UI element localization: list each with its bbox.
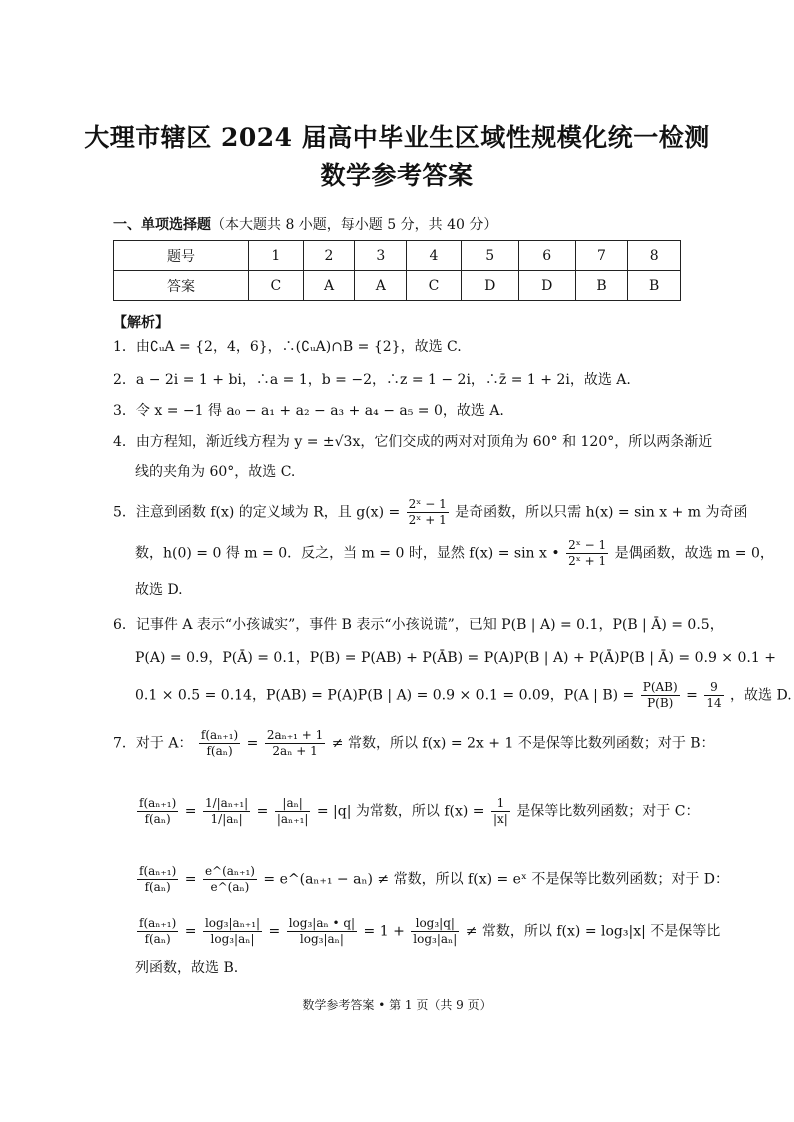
question-number: 8: [628, 241, 681, 271]
fraction: [411, 916, 459, 947]
denominator: 2ˣ + 1: [408, 513, 447, 527]
fraction: [265, 728, 325, 759]
numerator: f(aₙ₊₁): [200, 728, 239, 742]
denominator: 14: [706, 696, 722, 710]
denominator: 2ˣ + 1: [568, 554, 607, 568]
numerator: f(aₙ₊₁): [139, 796, 177, 810]
numerator: 9: [704, 680, 723, 696]
fraction: [275, 796, 311, 827]
fraction: [704, 680, 723, 711]
numerator: log₃|aₙ₊₁|: [204, 916, 261, 930]
solution-3: 3．令 x = −1 得 a₀ − a₁ + a₂ − a₃ + a₄ − a₅ = 0，故选 A.: [113, 403, 504, 419]
question-number: 3: [355, 241, 407, 271]
text-span: 0.1 × 0.5 = 0.14，P(AB) = P(A)P(B | A) = 0.9 × 0.1 = 0.09，P(A | B) =: [135, 687, 635, 704]
numerator: P(AB): [642, 680, 678, 694]
answer-cell: C: [407, 271, 462, 301]
text-span: = e^(aₙ₊₁ − aₙ) ≠ 常数，所以 f(x) = eˣ 不是保等比数列函数；对于 D：: [263, 871, 730, 888]
solution-4-line-2: 线的夹角为 60°，故选 C.: [135, 464, 296, 480]
denominator: |x|: [493, 812, 508, 826]
fraction: [203, 864, 257, 895]
denominator: log₃|aₙ|: [413, 932, 458, 946]
fraction: [137, 796, 178, 827]
answer-cell: C: [249, 271, 304, 301]
denominator: f(aₙ): [144, 880, 171, 894]
page-subtitle: 数学参考答案: [320, 161, 474, 190]
question-number: 1: [249, 241, 304, 271]
question-number: 2: [303, 241, 355, 271]
denominator: 1/|aₙ|: [210, 812, 243, 826]
question-number: 7: [575, 241, 628, 271]
page-footer: 数学参考答案 • 第 1 页（共 9 页）: [302, 998, 492, 1012]
numerator: 1: [491, 796, 510, 812]
denominator: log₃|aₙ|: [299, 932, 344, 946]
analysis-label: 【解析】: [113, 315, 169, 331]
numerator: 2aₙ₊₁ + 1: [266, 728, 324, 742]
fraction: [137, 916, 178, 947]
answer-cell: D: [461, 271, 518, 301]
numerator: 1/|aₙ₊₁|: [204, 796, 249, 810]
solution-4-line-1: 4．由方程知，渐近线方程为 y = ±√3x，它们交成的两对对顶角为 60° 和 120°，所以两条渐近: [113, 434, 713, 450]
numerator: 2ˣ − 1: [568, 538, 607, 552]
row-label: 题号: [114, 241, 249, 271]
fraction: [566, 538, 608, 569]
denominator: 2aₙ + 1: [272, 744, 318, 758]
solution-6-line-3: 0.1 × 0.5 = 0.14，P(AB) = P(A)P(B | A) = 0.9 × 0.1 = 0.09，P(A | B) = $\frac{P(AB)}{P(B)}$ = $\frac{9}{14}$ ，故选 D.: [135, 680, 792, 710]
answer-cell: B: [628, 271, 681, 301]
solution-7-line-2: $\frac{\text{f(aₙ₊₁)}}{\text{f(aₙ)}}$ = $\frac{\text{1/|aₙ₊₁|}}{\text{1/|aₙ|}}$ = $\frac{\text{|aₙ|}}{\text{|aₙ₊₁|}}$ = |q| 为常数，所以 f(x) = $\frac{1}{|x|}$ 是保等比数列函数；对于 C：: [139, 796, 700, 826]
numerator: e^(aₙ₊₁): [204, 864, 255, 878]
answer-table: [113, 240, 681, 301]
denominator: P(B): [647, 696, 674, 710]
answer-cell: B: [575, 271, 628, 301]
fraction: [641, 680, 680, 711]
numerator: f(aₙ₊₁): [139, 864, 177, 878]
table-row: [114, 271, 681, 301]
text-span: 是保等比数列函数；对于 C：: [516, 803, 700, 820]
solution-5-line-3: 故选 D.: [135, 582, 183, 598]
denominator: log₃|aₙ|: [210, 932, 255, 946]
text-span: = 1 +: [363, 923, 405, 940]
row-label: 答案: [114, 271, 249, 301]
text-span: 数，h(0) = 0 得 m = 0．反之，当 m = 0 时，显然 f(x) = sin x •: [135, 545, 560, 562]
numerator: |aₙ|: [275, 796, 311, 812]
solution-7-line-5: 列函数，故选 B.: [135, 960, 239, 976]
solution-1: 1．由∁ᵤA = {2，4，6}，∴(∁ᵤA)∩B = {2}，故选 C.: [113, 339, 462, 355]
fraction: [491, 796, 510, 827]
solution-6-line-1: 6．记事件 A 表示“小孩诚实”，事件 B 表示“小孩说谎”，已知 P(B | A) = 0.1，P(B | Ā) = 0.5，: [113, 617, 724, 633]
answer-cell: A: [355, 271, 407, 301]
text-span: 是奇函数，所以只需 h(x) = sin x + m 为奇函: [455, 504, 748, 521]
solution-7-line-3: $\frac{\text{f(aₙ₊₁)}}{\text{f(aₙ)}}$ = $\frac{\text{e\textasciicircum{}(aₙ₊₁)}}{\text{e\textasciicircum{}(aₙ)}}$ = e^(aₙ₊₁ − aₙ) ≠ 常数，所以 f(x) = eˣ 不是保等比数列函数；对于 D：: [139, 864, 730, 894]
text-span: 5．注意到函数 f(x) 的定义域为 R，且 g(x) =: [113, 504, 401, 521]
section-heading: [113, 214, 497, 234]
table-row: [114, 241, 681, 271]
solution-6-line-2: P(A) = 0.9，P(Ā) = 0.1，P(B) = P(AB) + P(ĀB) = P(A)P(B | A) + P(Ā)P(B | Ā) = 0.9 × 0.1 +: [135, 650, 776, 666]
numerator: f(aₙ₊₁): [139, 916, 177, 930]
text-span: ≠ 常数，所以 f(x) = log₃|x| 不是保等比: [465, 923, 721, 940]
fraction: [203, 916, 262, 947]
answer-cell: D: [518, 271, 575, 301]
denominator: f(aₙ): [206, 744, 233, 758]
fraction: [199, 728, 240, 759]
fraction: [287, 916, 357, 947]
denominator: |aₙ₊₁|: [276, 812, 309, 826]
denominator: f(aₙ): [144, 812, 171, 826]
text-span: 7．对于 A：: [113, 735, 193, 752]
solution-5-line-1: [113, 497, 748, 528]
solution-7-line-1: 7．对于 A： $\frac{\text{f(aₙ₊₁)}}{\text{f(aₙ)}}$ = $\frac{\text{2aₙ₊₁ + 1}}{\text{2aₙ + 1}}$ ≠ 常数，所以 f(x) = 2x + 1 不是保等比数列函数；对于 B：: [113, 728, 715, 758]
fraction: [137, 864, 178, 895]
solution-7-line-4: $\frac{\text{f(aₙ₊₁)}}{\text{f(aₙ)}}$ = $\frac{\text{log₃|aₙ₊₁|}}{\text{log₃|aₙ|}}$ = $\frac{\text{log₃|aₙ • q|}}{\text{log₃|aₙ|}}$ = 1 + $\frac{\text{log₃|q|}}{\text{log₃|aₙ|}}$ ≠ 常数，所以 f(x) = log₃|x| 不是保等比: [139, 916, 721, 946]
section-note: （本大题共 8 小题，每小题 5 分，共 40 分）: [211, 217, 498, 233]
text-span: ，故选 D.: [730, 687, 792, 704]
fraction: [203, 796, 250, 827]
text-span: ≠ 常数，所以 f(x) = 2x + 1 不是保等比数列函数；对于 B：: [331, 735, 715, 752]
numerator: 2ˣ − 1: [408, 497, 447, 511]
answer-cell: A: [303, 271, 355, 301]
denominator: f(aₙ): [144, 932, 171, 946]
fraction: [407, 497, 449, 528]
section-title: 一、单项选择题: [113, 217, 211, 233]
numerator: log₃|q|: [411, 916, 459, 932]
solution-5-line-2: [135, 538, 774, 569]
text-span: = |q| 为常数，所以 f(x) =: [316, 803, 485, 820]
solution-2: 2．a − 2i = 1 + bi，∴a = 1，b = −2，∴z = 1 − 2i，∴z̄ = 1 + 2i，故选 A.: [113, 372, 631, 388]
page-title: 大理市辖区 2024 届高中毕业生区域性规模化统一检测: [84, 123, 710, 152]
denominator: e^(aₙ): [210, 880, 250, 894]
numerator: log₃|aₙ • q|: [288, 916, 356, 930]
question-number: 6: [518, 241, 575, 271]
text-span: 是偶函数，故选 m = 0，: [614, 545, 774, 562]
question-number: 5: [461, 241, 518, 271]
question-number: 4: [407, 241, 462, 271]
